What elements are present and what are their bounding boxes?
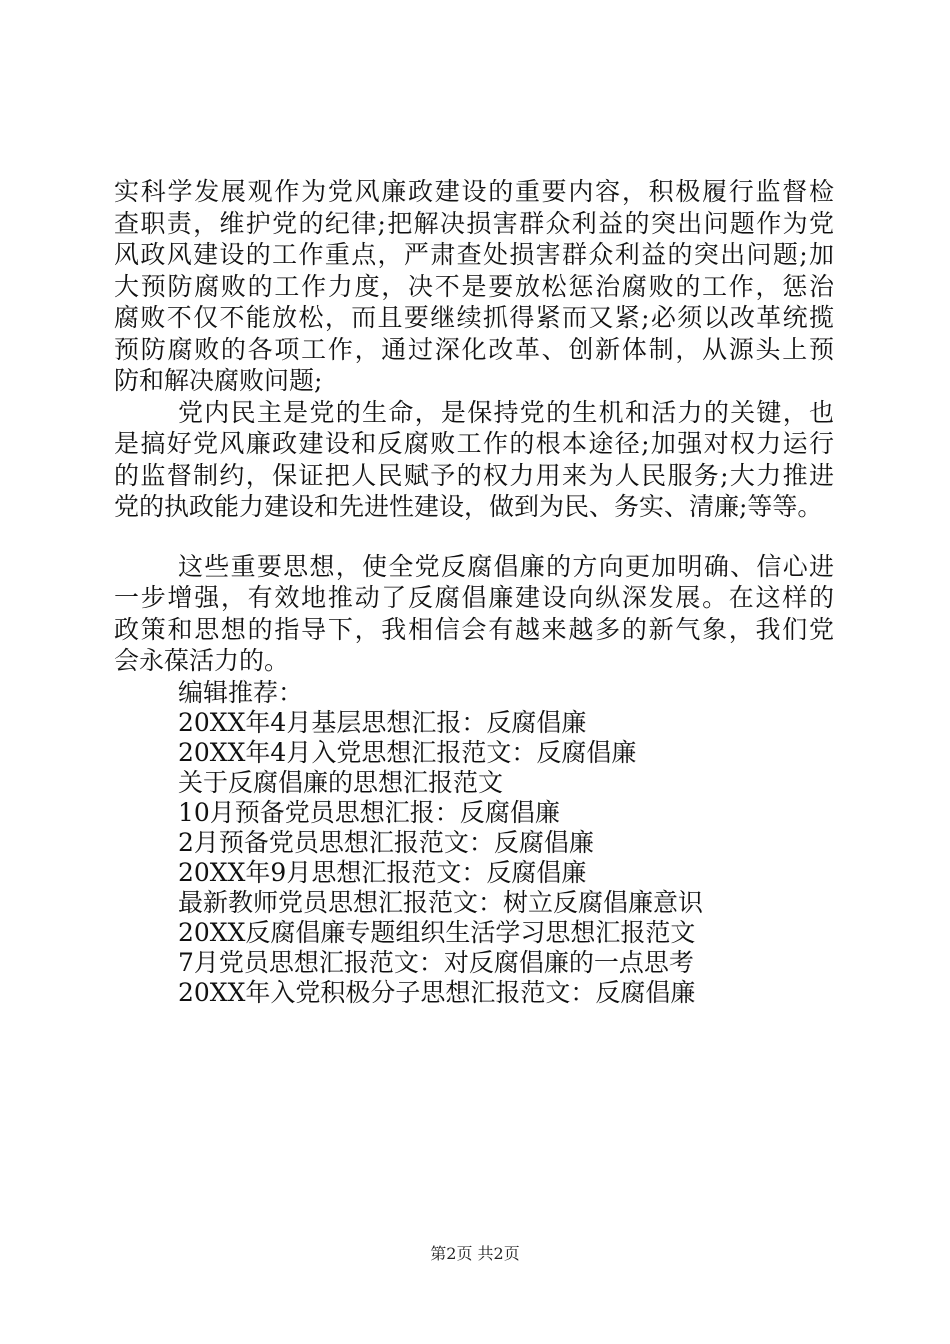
- document-body: [114, 176, 834, 1008]
- recommendation-link[interactable]: 10月预备党员思想汇报：反腐倡廉: [178, 798, 560, 827]
- recommendation-link[interactable]: 2月预备党员思想汇报范文：反腐倡廉: [178, 828, 594, 857]
- paragraph-inner-party-democracy: [114, 397, 834, 523]
- paragraph-line: 会永葆活力的。: [114, 646, 290, 675]
- recommendation-link[interactable]: 20XX年入党积极分子思想汇报范文：反腐倡廉: [178, 978, 696, 1007]
- paragraph-line: 防和解决腐败问题;: [114, 366, 323, 395]
- editor-recommendations: [114, 677, 834, 1009]
- recommendation-list: [178, 708, 834, 1008]
- recommendation-link[interactable]: 关于反腐倡廉的思想汇报范文: [178, 768, 504, 797]
- paragraph-line: 风政风建设的工作重点，严肃查处损害群众利益的突出问题;加: [114, 240, 834, 269]
- recommendation-item[interactable]: [178, 798, 834, 828]
- paragraph-line: 腐败不仅不能放松，而且要继续抓得紧而又紧;必须以改革统揽: [114, 303, 834, 332]
- paragraph-line: 大预防腐败的工作力度，决不是要放松惩治腐败的工作，惩治: [114, 271, 834, 301]
- paragraph-spacer: [114, 523, 834, 551]
- recommendations-heading: 编辑推荐：: [178, 677, 304, 707]
- recommendation-item[interactable]: [178, 948, 834, 978]
- recommendation-link[interactable]: 20XX年4月基层思想汇报：反腐倡廉: [178, 708, 587, 737]
- recommendation-item[interactable]: [178, 708, 834, 738]
- paragraph-line: 实科学发展观作为党风廉政建设的重要内容，积极履行监督检: [114, 177, 834, 206]
- recommendation-link[interactable]: 最新教师党员思想汇报范文：树立反腐倡廉意识: [178, 888, 704, 917]
- paragraph-important-thoughts: [114, 551, 834, 677]
- paragraph-line: 预防腐败的各项工作，通过深化改革、创新体制，从源头上预: [114, 334, 834, 364]
- paragraph-line: 这些重要思想，使全党反腐倡廉的方向更加明确、信心进: [178, 551, 834, 581]
- paragraph-line: 的监督制约，保证把人民赋予的权力用来为人民服务;大力推进: [114, 460, 834, 490]
- paragraph-scientific-development: [114, 176, 834, 397]
- paragraph-line: 党的执政能力建设和先进性建设，做到为民、务实、清廉;等等。: [114, 492, 823, 521]
- recommendation-item[interactable]: [178, 978, 834, 1008]
- paragraph-line: 查职责，维护党的纪律;把解决损害群众利益的突出问题作为党: [114, 208, 834, 238]
- paragraph-line: 是搞好党风廉政建设和反腐败工作的根本途径;加强对权力运行: [114, 429, 834, 458]
- paragraph-line: 政策和思想的指导下，我相信会有越来越多的新气象，我们党: [114, 614, 834, 644]
- recommendation-item[interactable]: [178, 858, 834, 888]
- paragraph-line: 一步增强，有效地推动了反腐倡廉建设向纵深发展。在这样的: [114, 583, 834, 612]
- recommendation-link[interactable]: 20XX年9月思想汇报范文：反腐倡廉: [178, 858, 587, 887]
- recommendation-item[interactable]: [178, 828, 834, 858]
- recommendation-item[interactable]: [178, 888, 834, 918]
- paragraph-line: 党内民主是党的生命，是保持党的生机和活力的关键，也: [178, 397, 834, 427]
- recommendation-link[interactable]: 20XX反腐倡廉专题组织生活学习思想汇报范文: [178, 918, 696, 947]
- recommendation-item[interactable]: [178, 768, 834, 798]
- recommendation-link[interactable]: 7月党员思想汇报范文：对反腐倡廉的一点思考: [178, 948, 694, 977]
- recommendation-link[interactable]: 20XX年4月入党思想汇报范文：反腐倡廉: [178, 738, 637, 767]
- recommendation-item[interactable]: [178, 738, 834, 768]
- page-footer: [0, 1244, 950, 1264]
- page-number-label: 第2页 共2页: [430, 1244, 520, 1263]
- recommendation-item[interactable]: [178, 918, 834, 948]
